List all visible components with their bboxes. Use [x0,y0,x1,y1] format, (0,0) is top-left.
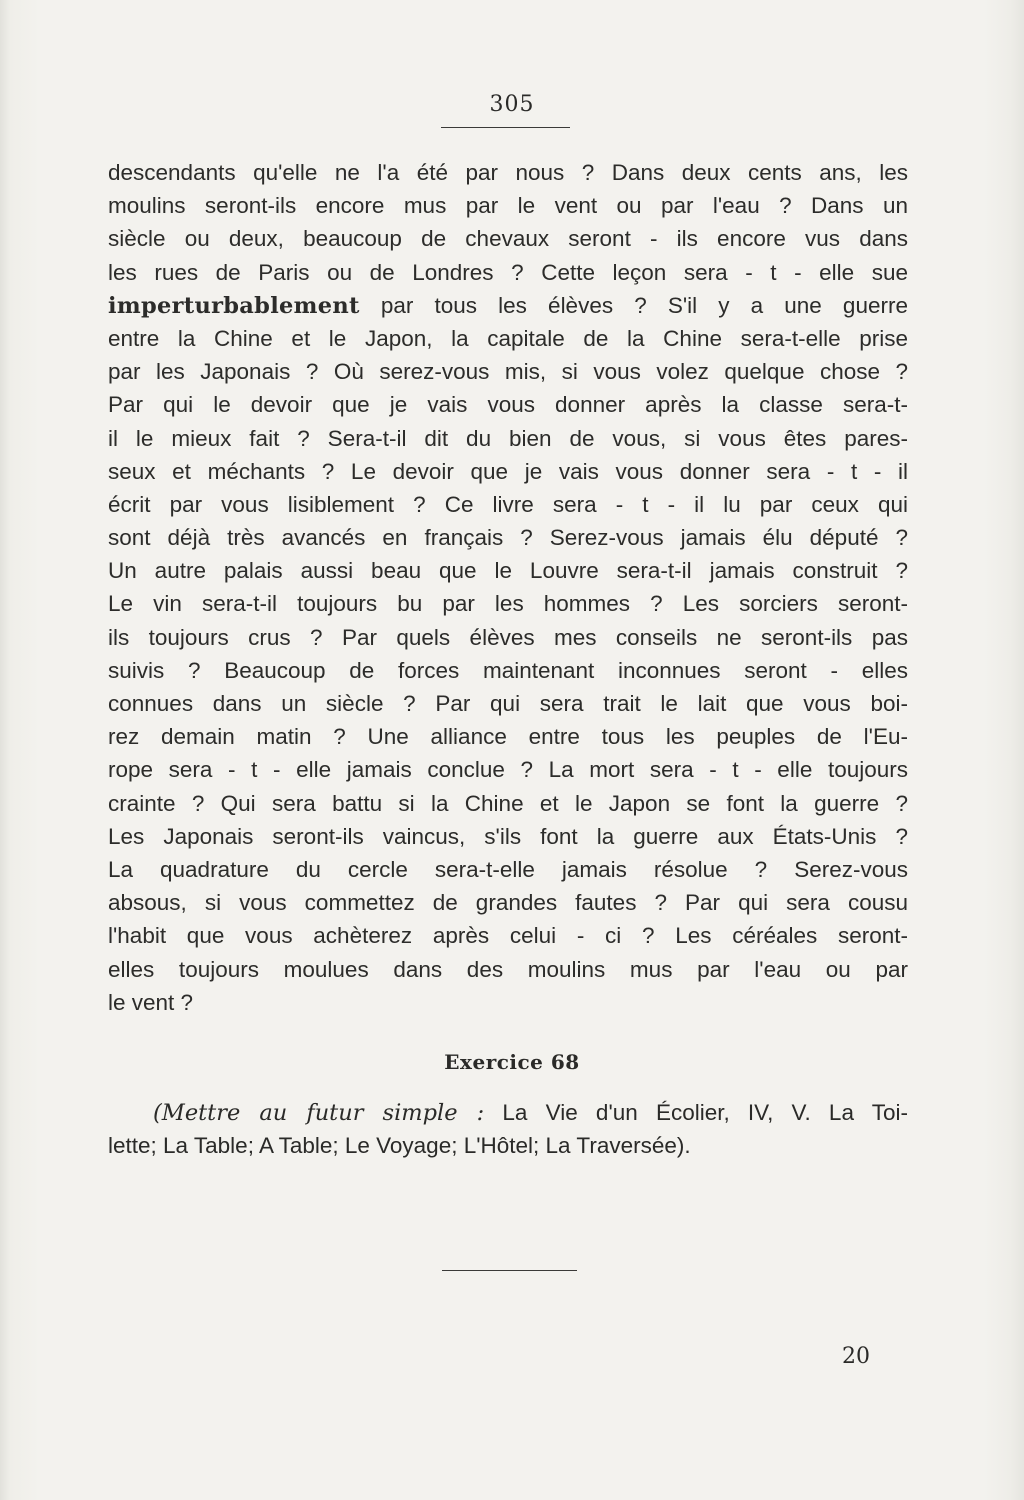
text-line: seux et méchants ? Le devoir que je vais vous donner sera - t - il [108,458,908,484]
text-line: La quadrature du cercle sera-t-elle jamais résolue ? Serez-vous [108,856,908,882]
text-line: il le mieux fait ? Sera-t-il dit du bien de vous, si vous êtes pares- [108,425,908,451]
text-line: elles toujours moulues dans des moulins mus par l'eau ou par [108,956,908,982]
text-line: ils toujours crus ? Par quels élèves mes conseils ne seront-ils pas [108,624,908,650]
text-fragment: par tous les élèves ? S'il y a une guerre [380,292,908,318]
text-line: rope sera - t - elle jamais conclue ? La mort sera - t - elle toujours [108,757,908,783]
instruction-line [108,1096,908,1129]
exercise-heading: Exercice 68 [444,1050,580,1074]
text-line: le vent ? [108,989,194,1015]
text-line: Les Japonais seront-ils vaincus, s'ils font la guerre aux États-Unis ? [108,823,908,849]
text-line: écrit par vous lisiblement ? Ce livre sera - t - il lu par ceux qui [108,491,908,517]
signature-mark: 20 [842,1344,870,1369]
instruction-text: La Vie d'un Écolier, IV, V. La Toi- [502,1100,908,1125]
text-line: entre la Chine et le Japon, la capitale de la Chine sera-t-elle prise [108,325,908,351]
text-line: siècle ou deux, beaucoup de chevaux seront - ils encore vus dans [108,226,908,252]
text-line: Le vin sera-t-il toujours bu par les hommes ? Les sorciers seront- [108,591,908,617]
page-number: 305 [489,92,535,117]
exercise-instruction [108,1096,908,1162]
body-paragraph [108,156,908,1019]
text-line: Par qui le devoir que je vais vous donner après la classe sera-t- [108,392,908,418]
instruction-line: lette; La Table; A Table; Le Voyage; L'Hôtel; La Traversée). [108,1133,691,1159]
text-line: les rues de Paris ou de Londres ? Cette leçon sera - t - elle sue [108,259,908,285]
text-line: rez demain matin ? Une alliance entre tous les peuples de l'Eu- [108,724,908,750]
text-line: suivis ? Beaucoup de forces maintenant inconnues seront - elles [108,657,908,683]
text-line: sont déjà très avancés en français ? Serez-vous jamais élu député ? [108,525,908,551]
bold-word: imperturbablement [108,292,360,319]
instruction-italic: (Mettre au futur simple : [153,1100,485,1126]
text-line: descendants qu'elle ne l'a été par nous ? Dans deux cents ans, les [108,160,908,185]
header-rule [441,127,570,128]
text-line: absous, si vous commettez de grandes fautes ? Par qui sera cousu [108,890,908,916]
text-line: Un autre palais aussi beau que le Louvre sera-t-il jamais construit ? [108,558,908,584]
footer-rule [442,1270,577,1271]
text-line: crainte ? Qui sera battu si la Chine et le Japon se font la guerre ? [108,790,908,816]
text-line: par les Japonais ? Où serez-vous mis, si vous volez quelque chose ? [108,359,908,385]
text-line-with-bold [108,289,908,322]
text-line: connues dans un siècle ? Par qui sera trait le lait que vous boi- [108,691,908,716]
text-line: l'habit que vous achèterez après celui - ci ? Les céréales seront- [108,923,908,949]
text-line: moulins seront-ils encore mus par le vent ou par l'eau ? Dans un [108,193,908,219]
